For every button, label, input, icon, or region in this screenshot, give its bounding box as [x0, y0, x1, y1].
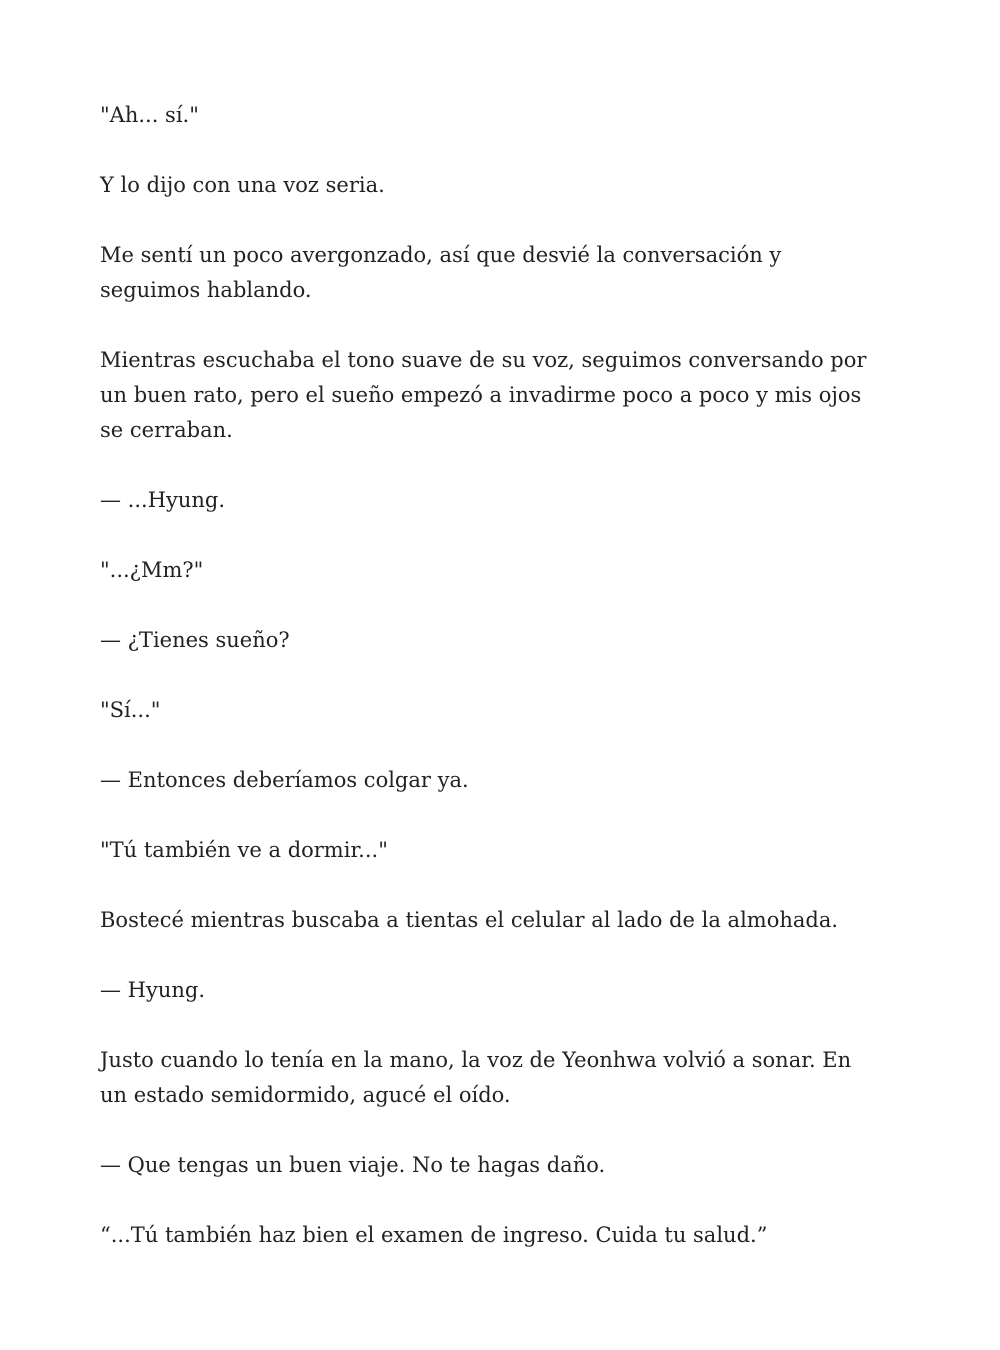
paragraph: Me sentí un poco avergonzado, así que desvié la conversación y seguimos hablando. — [100, 243, 782, 302]
paragraph: — Entonces deberíamos colgar ya. — [100, 768, 469, 792]
paragraph: Bostecé mientras buscaba a tientas el celular al lado de la almohada. — [100, 908, 839, 932]
paragraph: — Hyung. — [100, 978, 206, 1002]
paragraph: "...¿Mm?" — [100, 558, 204, 582]
paragraph: — ¿Tienes sueño? — [100, 628, 290, 652]
paragraph: — Que tengas un buen viaje. No te hagas daño. — [100, 1153, 606, 1177]
paragraph: “...Tú también haz bien el examen de ingreso. Cuida tu salud.” — [100, 1223, 768, 1247]
paragraph: Justo cuando lo tenía en la mano, la voz de Yeonhwa volvió a sonar. En un estado semidormido, agucé el oído. — [100, 1048, 852, 1107]
paragraph: Mientras escuchaba el tono suave de su voz, seguimos conversando por un buen rato, pero el sueño empezó a invadirme poco a poco y mis ojos se cerraban. — [100, 348, 867, 442]
paragraph: "Ah... sí." — [100, 103, 199, 127]
paragraph: "Tú también ve a dormir..." — [100, 838, 388, 862]
paragraph: Y lo dijo con una voz seria. — [100, 173, 385, 197]
paragraph: — ...Hyung. — [100, 488, 226, 512]
document-page — [100, 98, 880, 1288]
paragraph: "Sí..." — [100, 698, 161, 722]
